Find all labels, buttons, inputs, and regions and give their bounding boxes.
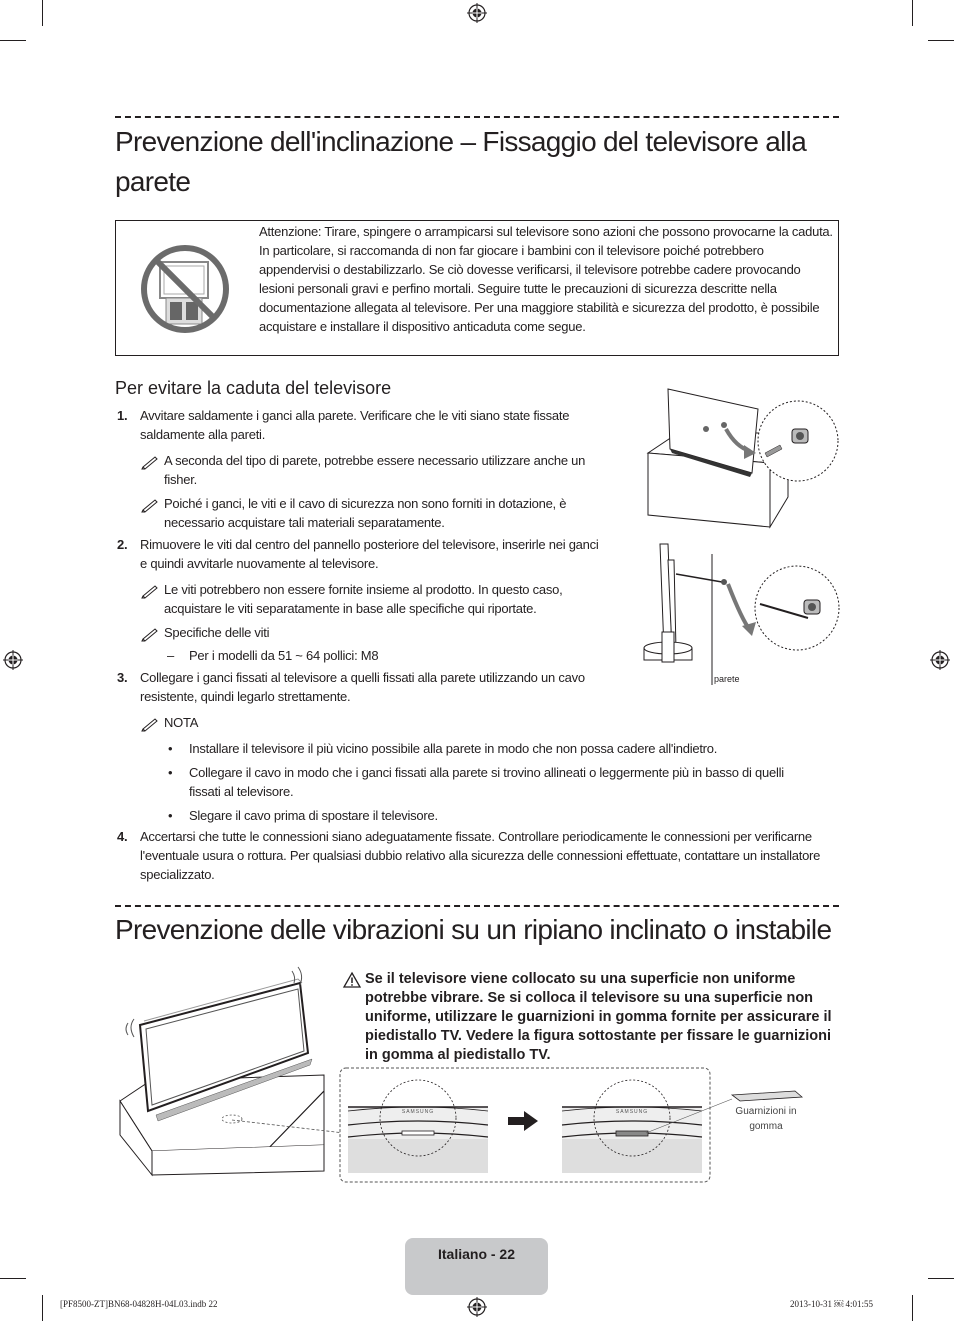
registration-mark-icon <box>930 650 950 670</box>
step-number: 1. <box>117 408 128 423</box>
bullet-text: Slegare il cavo prima di spostare il televisore. <box>189 808 438 823</box>
tv-wall-cable-figure <box>632 540 842 688</box>
no-climbing-tv-icon <box>140 246 230 332</box>
tv-hook-figure <box>640 385 840 530</box>
rubber-pads-label: Guarnizioni in gomma <box>735 1106 797 1132</box>
print-timestamp: 2013-10-31 ￼ 4:01:55 <box>790 1299 873 1309</box>
note-text: Specifiche delle viti <box>164 625 270 640</box>
crop-mark <box>0 1278 26 1279</box>
step-number: 4. <box>117 829 128 844</box>
crop-mark <box>42 0 43 26</box>
crop-mark <box>0 40 26 41</box>
crop-mark <box>42 1295 43 1321</box>
vibration-warning-text: Se il televisore viene collocato su una superficie non uniforme potrebbe vibrare. Se si colloca il televisore su una superficie non uniforme, utilizzare le guarnizioni in gomma fornite per assicurare il piedistallo TV. Vedere la figura sottostante per fissare le guarnizioni in gomma al piedistallo TV. <box>365 971 832 1063</box>
pencil-note-icon <box>139 627 161 641</box>
bullet-text: Installare il televisore il più vicino possibile alla parete in modo che non possa cadere all'indietro. <box>189 741 718 756</box>
svg-text:SAMSUNG: SAMSUNG <box>401 1109 435 1115</box>
registration-mark-icon <box>467 1297 487 1317</box>
spec-dash: – <box>167 648 174 663</box>
step-number: 3. <box>117 670 128 685</box>
registration-mark-icon <box>467 3 487 23</box>
page-number: Italiano - 22 <box>437 1246 516 1262</box>
vibrating-tv-figure <box>112 965 332 1180</box>
svg-text:SAMSUNG: SAMSUNG <box>615 1109 649 1115</box>
section-divider <box>115 905 839 907</box>
file-info: [PF8500-ZT]BN68-04828H-04L03.indb 22 <box>60 1299 218 1309</box>
note-text: Le viti potrebbero non essere fornite insieme al prodotto. In questo caso, acquistare le viti separatamente in base alle specifiche qui riportate. <box>164 582 563 616</box>
bullet-icon: • <box>168 765 173 780</box>
bullet-icon: • <box>168 741 173 756</box>
pencil-note-icon <box>139 498 161 512</box>
section-title: Prevenzione delle vibrazioni su un ripiano inclinato o instabile <box>115 914 832 945</box>
bullet-text: Collegare il cavo in modo che i ganci fissati alla parete si trovino allineati o leggermente più in basso di quelli fissati al televisore. <box>189 765 784 799</box>
step-text: Collegare i ganci fissati al televisore a quelli fissati alla parete utilizzando un cavo resistente, quindi legarlo strettamente. <box>140 670 585 704</box>
note-text: Poiché i ganci, le viti e il cavo di sicurezza non sono forniti in dotazione, è necessario acquistare tali materiali separatamente. <box>164 496 567 530</box>
crop-mark <box>928 1278 954 1279</box>
warning-triangle-icon <box>343 972 361 988</box>
pencil-note-icon <box>139 717 161 731</box>
crop-mark <box>928 40 954 41</box>
subsection-heading: Per evitare la caduta del televisore <box>115 378 392 398</box>
pencil-note-icon <box>139 584 161 598</box>
section-title: Prevenzione dell'inclinazione – Fissaggio del televisore alla parete <box>115 126 807 197</box>
step-number: 2. <box>117 537 128 552</box>
bullet-icon: • <box>168 808 173 823</box>
nota-label: NOTA <box>164 715 199 730</box>
crop-mark <box>912 1295 913 1321</box>
step-text: Rimuovere le viti dal centro del pannello posteriore del televisore, inserirle nei ganci e quindi avvitarle nuovamente al televisore. <box>140 537 599 571</box>
pencil-note-icon <box>139 455 161 469</box>
step-text: Avvitare saldamente i ganci alla parete. Verificare che le viti siano state fissate saldamente alla pareti. <box>140 408 570 442</box>
registration-mark-icon <box>3 650 23 670</box>
crop-mark <box>912 0 913 26</box>
wall-label: parete <box>714 674 740 684</box>
warning-text: Attenzione: Tirare, spingere o arrampicarsi sul televisore sono azioni che possono provocarne la caduta. In particolare, si raccomanda di non far giocare i bambini con il televisore poiché potrebbero appendervisi o destabilizzarlo. Se ciò dovesse verificarsi, il televisore potrebbe cadere provocando lesioni personali gravi e perfino mortali. Seguire tutte le precauzioni di sicurezza descritte nella documentazione allegata al televisore. Per una maggiore stabilità e sicurezza del prodotto, è possibile acquistare e installare il dispositivo anticaduta come segue. <box>259 224 833 334</box>
note-text: A seconda del tipo di parete, potrebbe essere necessario utilizzare anche un fisher. <box>164 453 586 487</box>
section-divider <box>115 116 839 118</box>
step-text: Accertarsi che tutte le connessioni siano adeguatamente fissate. Controllare periodicamente le connessioni per verificarne l'eventuale usura o rottura. Per qualsiasi dubbio relativo alla sicurezza delle connessioni effettuate, contattare un installatore specializzato. <box>140 829 821 882</box>
spec-text: Per i modelli da 51 ~ 64 pollici: M8 <box>189 648 379 663</box>
